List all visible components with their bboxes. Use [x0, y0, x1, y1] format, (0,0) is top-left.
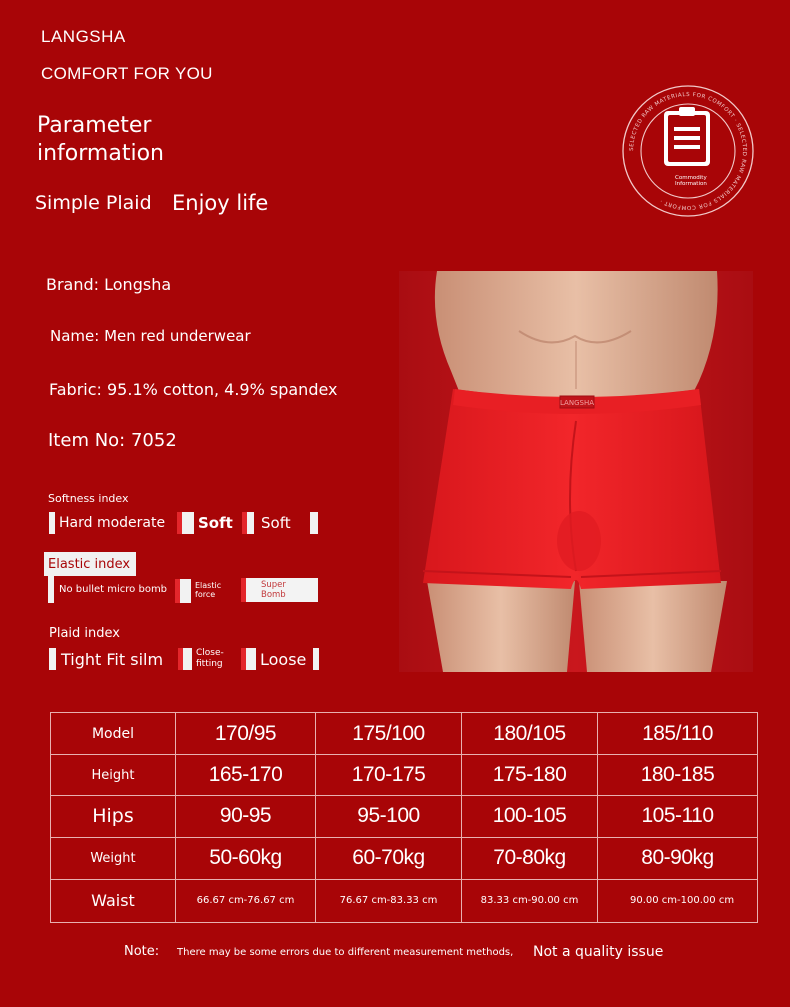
table-cell: 80-90kg: [598, 837, 758, 879]
name-info: Name: Men red underwear: [50, 327, 251, 345]
item-number: Item No: 7052: [48, 430, 177, 451]
elastic-option-1: No bullet micro bomb: [59, 584, 168, 595]
brand-info: Brand: Longsha: [46, 275, 172, 294]
photo-brand-label: LANGSHA: [559, 399, 595, 407]
page-title: Parameter information: [37, 113, 164, 166]
row-label-hips: Hips: [51, 796, 176, 837]
badge-ring-text: SELECTED RAW MATERIALS FOR COMFORT · SELECTED RAW MATERIALS FOR COMFORT ·: [628, 91, 748, 211]
note-tail: Not a quality issue: [533, 944, 664, 960]
elastic-option-3: Super Bomb: [261, 580, 286, 600]
table-cell: 95-100: [316, 796, 462, 837]
table-cell: 90-95: [176, 796, 316, 837]
plaid-index-label: Plaid index: [49, 626, 120, 641]
plaid-option-3: Loose: [260, 649, 307, 669]
row-label-model: Model: [51, 713, 176, 755]
table-cell: 66.67 cm-76.67 cm: [176, 879, 316, 922]
softness-scale: [49, 512, 319, 534]
brand-header: LANGSHA: [41, 27, 126, 46]
table-cell: 170/95: [176, 713, 316, 755]
row-label-waist: Waist: [51, 879, 176, 922]
fabric-info: Fabric: 95.1% cotton, 4.9% spandex: [49, 380, 338, 399]
note-label: Note:: [124, 944, 160, 959]
plaid-option-2: Close-fitting: [196, 648, 224, 669]
slogan: COMFORT FOR YOU: [41, 64, 213, 83]
size-table: [50, 712, 758, 923]
table-cell: 83.33 cm-90.00 cm: [462, 879, 598, 922]
product-photo: [399, 271, 753, 672]
table-cell: 185/110: [598, 713, 758, 755]
elastic-index-label: Elastic index: [48, 557, 131, 572]
table-cell: 100-105: [462, 796, 598, 837]
table-cell: 60-70kg: [316, 837, 462, 879]
plaid-option-1: Tight Fit silm: [61, 649, 164, 669]
row-label-height: Height: [51, 755, 176, 796]
tag-enjoy-life: Enjoy life: [172, 191, 269, 215]
table-row: [51, 879, 758, 922]
commodity-information-badge: [621, 84, 755, 218]
table-cell: 105-110: [598, 796, 758, 837]
softness-option-2: Soft: [198, 514, 233, 532]
table-cell: 76.67 cm-83.33 cm: [316, 879, 462, 922]
table-cell: 50-60kg: [176, 837, 316, 879]
softness-option-3: Soft: [261, 514, 291, 532]
table-cell: 180/105: [462, 713, 598, 755]
table-cell: 175/100: [316, 713, 462, 755]
clipboard-icon: [664, 107, 710, 166]
table-cell: 90.00 cm-100.00 cm: [598, 879, 758, 922]
plaid-scale: [49, 648, 321, 670]
badge-label-2: Information: [675, 181, 707, 187]
table-row: [51, 713, 758, 755]
tag-simple-plaid: Simple Plaid: [35, 192, 152, 214]
table-cell: 175-180: [462, 755, 598, 796]
badge-label-1: Commodity: [675, 175, 707, 181]
table-cell: 170-175: [316, 755, 462, 796]
note-text: There may be some errors due to different measurement methods,: [177, 947, 514, 958]
table-row: [51, 755, 758, 796]
softness-option-1: Hard moderate: [59, 515, 166, 531]
elastic-scale: [48, 576, 320, 604]
table-cell: 180-185: [598, 755, 758, 796]
table-row: [51, 837, 758, 879]
table-cell: 165-170: [176, 755, 316, 796]
elastic-option-2: Elastic force: [195, 581, 222, 599]
softness-index-label: Softness index: [48, 492, 129, 505]
table-row: [51, 796, 758, 837]
table-cell: 70-80kg: [462, 837, 598, 879]
row-label-weight: Weight: [51, 837, 176, 879]
